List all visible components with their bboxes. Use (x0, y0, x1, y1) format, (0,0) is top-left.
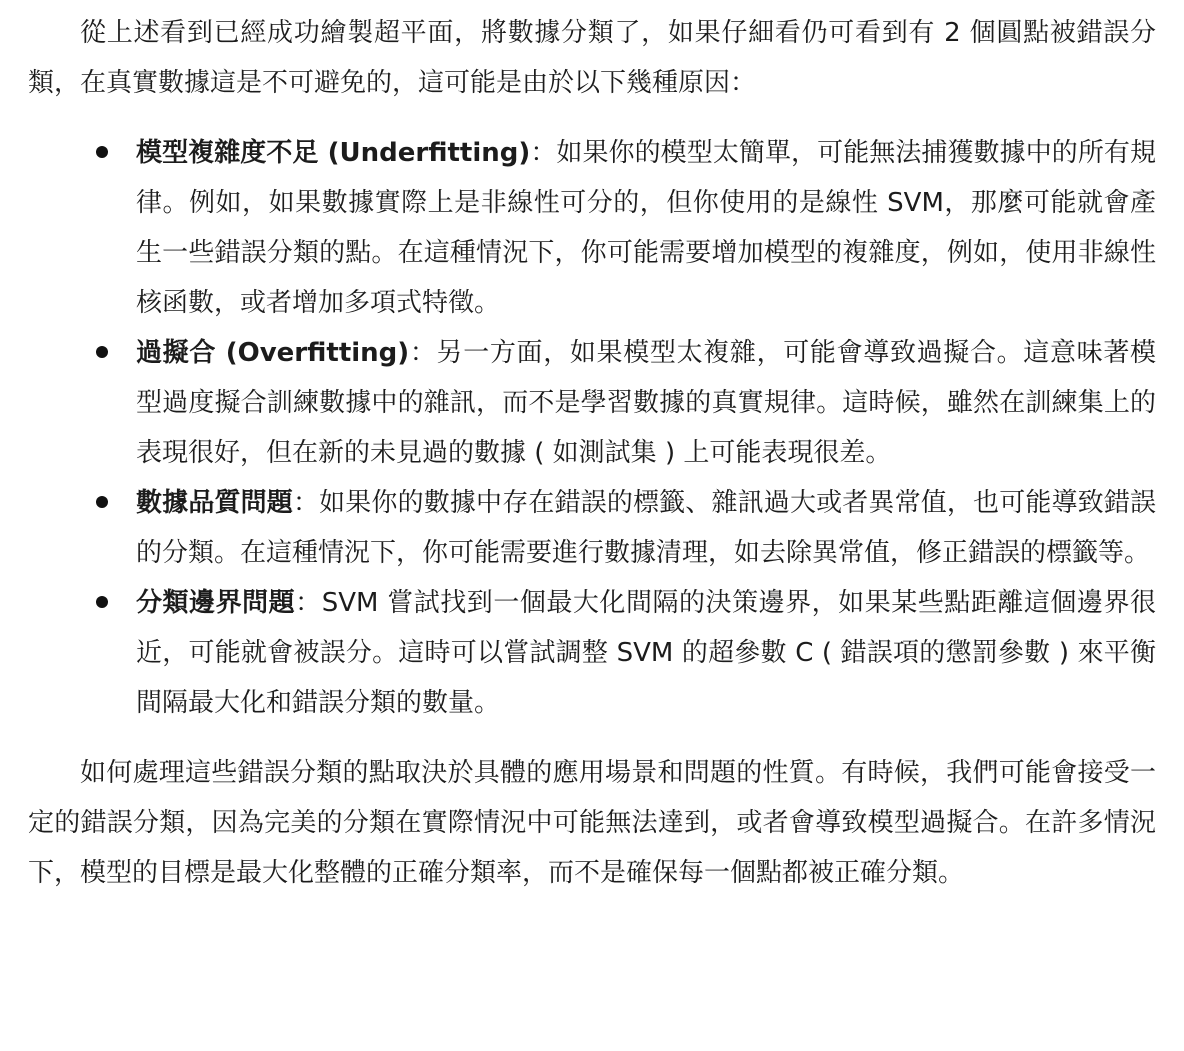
bullet-icon (96, 496, 108, 508)
conclusion-paragraph: 如何處理這些錯誤分類的點取決於具體的應用場景和問題的性質。有時候，我們可能會接受一定的錯誤分類，因為完美的分類在實際情況中可能無法達到，或者會導致模型過擬合。在許多情況下，模型的目標是最大化整體的正確分類率，而不是確保每一個點都被正確分類。 (28, 758, 1156, 888)
reason-text: ：如果你的模型太簡單，可能無法捕獲數據中的所有規律。例如，如果數據實際上是非線性可分的，但你使用的是線性 SVM，那麼可能就會產生一些錯誤分類的點。在這種情況下，你可能需要增加模型的複雜度，例如，使用非線性核函數，或者增加多項式特徵。 (136, 138, 1156, 318)
bullet-icon (96, 346, 108, 358)
list-item (136, 578, 1156, 728)
reason-text: ：另一方面，如果模型太複雜，可能會導致過擬合。這意味著模型過度擬合訓練數據中的雜訊，而不是學習數據的真實規律。這時候，雖然在訓練集上的表現很好，但在新的未見過的數據 ( 如測試集 ) 上可能表現很差。 (136, 338, 1156, 468)
reasons-list (28, 128, 1156, 728)
reason-term: 分類邊界問題 (136, 588, 296, 618)
list-item (136, 328, 1156, 478)
reason-text: ：如果你的數據中存在錯誤的標籤、雜訊過大或者異常值，也可能導致錯誤的分類。在這種情況下，你可能需要進行數據清理，如去除異常值，修正錯誤的標籤等。 (136, 488, 1156, 568)
list-item (136, 478, 1156, 578)
intro-paragraph: 從上述看到已經成功繪製超平面，將數據分類了，如果仔細看仍可看到有 2 個圓點被錯誤分類，在真實數據這是不可避免的，這可能是由於以下幾種原因： (28, 18, 1156, 98)
reason-term: 模型複雜度不足 (Underfitting) (136, 138, 531, 168)
bullet-icon (96, 146, 108, 158)
reason-term: 數據品質問題 (136, 488, 293, 518)
list-item (136, 128, 1156, 328)
bullet-icon (96, 596, 108, 608)
reason-term: 過擬合 (Overfitting) (136, 338, 410, 368)
reason-text: ：SVM 嘗試找到一個最大化間隔的決策邊界，如果某些點距離這個邊界很近，可能就會被誤分。這時可以嘗試調整 SVM 的超參數 C ( 錯誤項的懲罰參數 ) 來平衡間隔最大化和錯誤分類的數量。 (136, 588, 1156, 718)
